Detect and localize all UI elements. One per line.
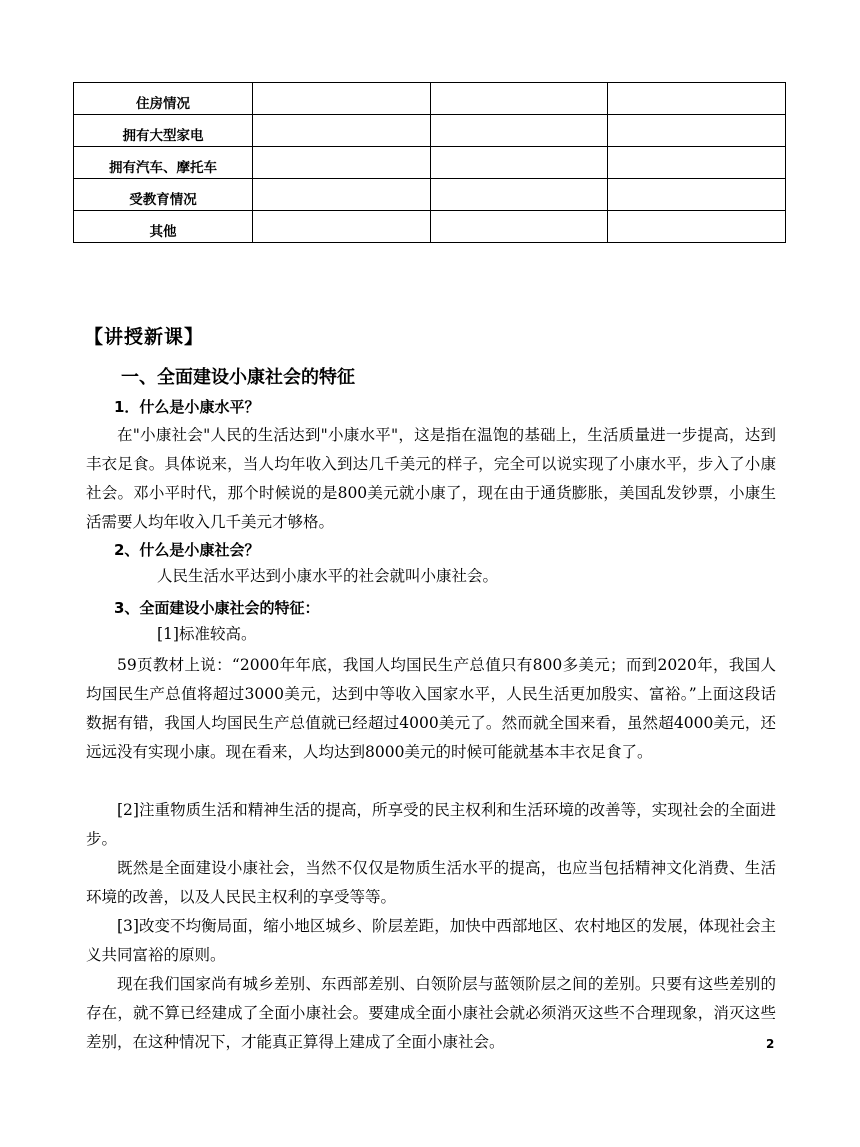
question-1-title: 1．什么是小康水平？ [114,398,260,416]
table-row [74,115,786,147]
question-1-body: 在"小康社会"人民的生活达到"小康水平"，这是指在温饱的基础上，生活质量进一步提高，达到丰衣足食。具体说来，当人均年收入到达几千美元的样子，完全可以说实现了小康水平，步入了小康社会。邓小平时代，那个时候说的是800美元就小康了，现在由于通货膨胀，美国乱发钞票，小康生活需要人均年收入几千美元才够格。 [86,426,776,531]
row-label: 拥有大型家电 [74,115,253,147]
survey-table [73,82,786,243]
table-cell [430,147,608,179]
feature-paragraph-1: 59页教材上说：“2000年年底，我国人均国民生产总值只有800多美元；而到2020年，我国人均国民生产总值将超过3000美元，达到中等收入国家水平，人民生活更加殷实、富裕。”上面这段话数据有错，我国人均国民生产总值就已经超过4000美元了。然而就全国来看，虽然超4000美元，还远远没有实现小康。现在看来，人均达到8000美元的时候可能就基本丰衣足食了。 [86,656,776,761]
table-row [74,211,786,243]
table-cell [253,83,431,115]
table-cell [608,115,786,147]
table-cell [608,211,786,243]
feature-point-3: [3]改变不均衡局面，缩小地区城乡、阶层差距，加快中西部地区、农村地区的发展，体现社会主义共同富裕的原则。 [86,917,776,964]
page-number: 2 [766,1037,775,1051]
table-cell [253,115,431,147]
table-cell [253,147,431,179]
question-2-body: 人民生活水平达到小康水平的社会就叫小康社会。 [157,567,499,585]
table-cell [253,179,431,211]
table-cell [608,179,786,211]
row-label: 其他 [74,211,253,243]
feature-paragraph-3: 现在我们国家尚有城乡差别、东西部差别、白领阶层与蓝领阶层之间的差别。只要有这些差别的存在，就不算已经建成了全面小康社会。要建成全面小康社会就必须消灭这些不合理现象，消灭这些差别，在这种情况下，才能真正算得上建成了全面小康社会。 [86,975,776,1051]
table-cell [430,83,608,115]
table-cell [253,211,431,243]
table-cell [430,115,608,147]
question-3-title: 3、全面建设小康社会的特征： [114,599,320,617]
table-cell [608,83,786,115]
table-cell [430,179,608,211]
heading-level1: 一、全面建设小康社会的特征 [121,367,355,388]
feature-point-2: [2]注重物质生活和精神生活的提高，所享受的民主权利和生活环境的改善等，实现社会的全面进步。 [86,801,776,848]
table-cell [608,147,786,179]
question-2-title: 2、什么是小康社会？ [114,541,260,559]
row-label: 拥有汽车、摩托车 [74,147,253,179]
feature-paragraph-2: 既然是全面建设小康社会，当然不仅仅是物质生活水平的提高，也应当包括精神文化消费、生活环境的改善，以及人民民主权利的享受等等。 [86,859,776,906]
feature-point-1: [1]标准较高。 [157,625,257,643]
table-row [74,83,786,115]
table-row [74,179,786,211]
row-label: 受教育情况 [74,179,253,211]
table-cell [430,211,608,243]
table-row [74,147,786,179]
section-title: 【讲授新课】 [84,326,205,348]
row-label: 住房情况 [74,83,253,115]
